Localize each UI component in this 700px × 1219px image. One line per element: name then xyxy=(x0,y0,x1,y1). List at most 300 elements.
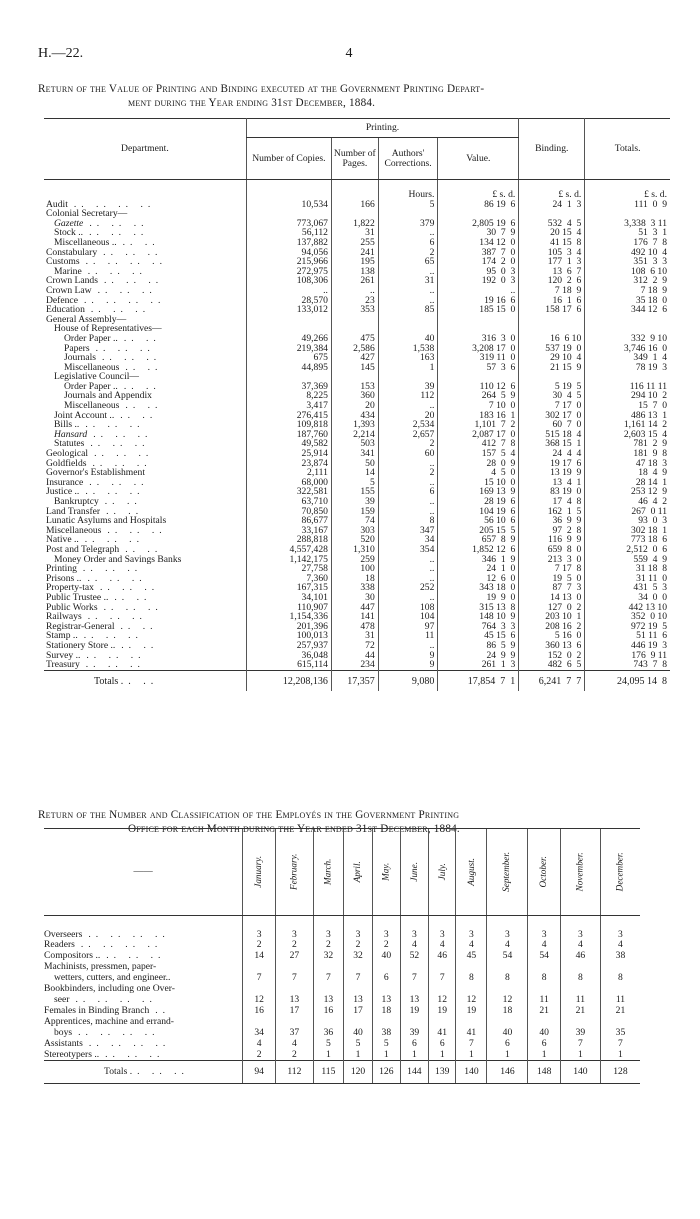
month-count: 3 xyxy=(528,916,560,940)
employee-class-row xyxy=(44,1006,640,1017)
cell-binding: 203 10 1 xyxy=(519,612,585,622)
leader-dots: .. .. .. xyxy=(87,265,147,277)
cell-pages: 5 xyxy=(331,478,378,488)
cell-pages: 341 xyxy=(331,449,378,459)
cell-total: 972 19 5 xyxy=(585,622,670,632)
cell-pages: 338 xyxy=(331,583,378,593)
cell-value: 264 5 9 xyxy=(438,391,519,401)
cell-value: 19 9 0 xyxy=(438,593,519,603)
total-corrections: 9,080 xyxy=(378,670,438,691)
cell-binding: 21 15 9 xyxy=(519,363,585,373)
cell-total: 344 12 6 xyxy=(585,305,670,315)
cell-corrections: 252 xyxy=(378,583,438,593)
cell-copies: 27,758 xyxy=(246,564,331,574)
cell-copies: 56,112 xyxy=(246,228,331,238)
cell-value: 657 8 9 xyxy=(438,535,519,545)
cell-value: 412 7 8 xyxy=(438,439,519,449)
cell-total: 3,746 16 0 xyxy=(585,344,670,354)
department-name: Stamp .. xyxy=(46,630,78,642)
cell-corrections: .. xyxy=(378,641,438,651)
month-count: 11 xyxy=(528,995,560,1006)
department-name: Defence xyxy=(46,294,78,306)
month-count: 16 xyxy=(243,1006,276,1017)
month-label: August. xyxy=(465,858,476,886)
department-name: Miscellaneous xyxy=(64,400,120,412)
leader-dots: .. .. .. xyxy=(107,524,167,536)
cell-corrections: 60 xyxy=(378,449,438,459)
page-header xyxy=(38,46,660,66)
cell-corrections: 6 xyxy=(378,487,438,497)
employee-class-row xyxy=(44,951,640,962)
leader-dots: .. .. xyxy=(123,380,161,392)
month-count: 6 xyxy=(400,1039,428,1050)
cell-pages: 503 xyxy=(331,439,378,449)
cell-value: 19 16 6 xyxy=(438,296,519,306)
month-count: 7 xyxy=(313,973,344,984)
month-count: 1 xyxy=(600,1050,640,1061)
cell-corrections: 97 xyxy=(378,622,438,632)
month-count: 7 xyxy=(276,973,314,984)
cell-binding: 19 17 6 xyxy=(519,459,585,469)
cell-value: 95 0 3 xyxy=(438,267,519,277)
cell-binding: 24 4 4 xyxy=(519,449,585,459)
month-count: 6 xyxy=(429,1039,456,1050)
cell-corrections: .. xyxy=(378,555,438,565)
department-name: Stationery Store .. xyxy=(46,639,116,651)
cell-binding: 97 2 8 xyxy=(519,526,585,536)
cell-total: 78 19 3 xyxy=(585,363,670,373)
cell-corrections: 108 xyxy=(378,603,438,613)
month-count: 8 xyxy=(456,973,487,984)
cell-corrections: .. xyxy=(378,478,438,488)
cell-pages: 44 xyxy=(331,651,378,661)
department-name: Statutes xyxy=(54,438,85,450)
cell-pages: 166 xyxy=(331,200,378,210)
class-label: Assistants xyxy=(44,1038,83,1050)
cell-binding: 14 13 0 xyxy=(519,593,585,603)
cell-total: 108 6 10 xyxy=(585,267,670,277)
cell-copies: 108,306 xyxy=(246,276,331,286)
month-count: 40 xyxy=(372,951,400,962)
month-count: 13 xyxy=(276,995,314,1006)
leader-dots: .. .. .. xyxy=(92,457,152,469)
month-count: 54 xyxy=(528,951,560,962)
department-name: Joint Account .. xyxy=(54,409,115,421)
month-count: 4 xyxy=(600,940,640,951)
month-count: 3 xyxy=(429,916,456,940)
cell-copies: 3,417 xyxy=(246,401,331,411)
cell-binding: 60 7 0 xyxy=(519,420,585,430)
cell-value: 7 10 0 xyxy=(438,401,519,411)
cell-value xyxy=(438,315,519,325)
cell-pages: 141 xyxy=(331,612,378,622)
cell-total: 2,512 0 6 xyxy=(585,545,670,555)
employee-class-row xyxy=(44,962,640,973)
department-name: Crown Lands xyxy=(46,275,98,287)
employee-class-row xyxy=(44,984,640,995)
cell-pages xyxy=(331,315,378,325)
cell-binding: 302 17 0 xyxy=(519,411,585,421)
cell-copies: 25,914 xyxy=(246,449,331,459)
cell-value: 316 3 0 xyxy=(438,334,519,344)
employee-class-row xyxy=(44,1039,640,1050)
cell-pages: .. xyxy=(331,286,378,296)
leader-dots: .. .. xyxy=(121,639,159,651)
month-header xyxy=(276,829,314,916)
month-count: 6 xyxy=(487,1039,528,1050)
month-count: 40 xyxy=(528,1028,560,1039)
unit-value: £ s. d. xyxy=(438,180,519,200)
cell-corrections: 1,538 xyxy=(378,344,438,354)
cell-binding: 41 15 8 xyxy=(519,238,585,248)
month-count: 13 xyxy=(313,995,344,1006)
cell-total: 47 18 3 xyxy=(585,459,670,469)
cell-copies: 10,534 xyxy=(246,200,331,210)
month-count: 2 xyxy=(313,940,344,951)
col-value: Value. xyxy=(438,138,519,180)
cell-pages: 1,310 xyxy=(331,545,378,555)
table1-title-line2: ment during the Year ending 31st December, 1884. xyxy=(128,97,376,109)
cell-pages: 2,586 xyxy=(331,344,378,354)
cell-binding: 127 0 2 xyxy=(519,603,585,613)
cell-corrections: .. xyxy=(378,497,438,507)
employees-table xyxy=(44,828,640,1084)
cell-total: 253 12 9 xyxy=(585,487,670,497)
cell-value: 183 16 1 xyxy=(438,411,519,421)
month-count: 39 xyxy=(400,1028,428,1039)
cell-value: 28 0 9 xyxy=(438,459,519,469)
cell-pages: 434 xyxy=(331,411,378,421)
department-name: Registrar-General xyxy=(46,620,115,632)
cell-copies: 7,360 xyxy=(246,574,331,584)
cell-binding: 152 0 2 xyxy=(519,651,585,661)
department-name: Bankruptcy xyxy=(54,496,99,507)
month-count: 7 xyxy=(400,973,428,984)
leader-dots: .. .. .. .. xyxy=(85,256,167,268)
cell-value: 343 18 0 xyxy=(438,583,519,593)
month-header xyxy=(313,829,344,916)
leader-dots: .. .. .. xyxy=(90,304,151,316)
cell-copies: 70,850 xyxy=(246,507,331,517)
leader-dots: .. .. xyxy=(120,675,159,687)
cell-corrections: .. xyxy=(378,228,438,238)
cell-pages: 447 xyxy=(331,603,378,613)
month-count: 8 xyxy=(487,973,528,984)
cell-corrections: .. xyxy=(378,401,438,411)
month-label: July. xyxy=(436,863,447,881)
month-total: 148 xyxy=(528,1061,560,1084)
month-count: 5 xyxy=(372,1039,400,1050)
month-count: 46 xyxy=(560,951,600,962)
cell-copies: 37,369 xyxy=(246,382,331,392)
total-copies: 12,208,136 xyxy=(246,670,331,691)
cell-pages: 1,393 xyxy=(331,420,378,430)
leader-dots: .. .. .. xyxy=(87,611,147,623)
department-name: Education xyxy=(46,304,85,316)
month-count: 3 xyxy=(560,916,600,940)
cell-copies: 773,067 xyxy=(246,219,331,229)
month-total: 144 xyxy=(400,1061,428,1084)
cell-copies: 322,581 xyxy=(246,487,331,497)
table2-title-line1: Return of the Number and Classification of the Employés in the Government Printing xyxy=(38,809,460,821)
cell-binding: 532 4 5 xyxy=(519,219,585,229)
cell-binding: 16 6 10 xyxy=(519,334,585,344)
department-name: Railways xyxy=(46,611,82,623)
month-label: April. xyxy=(352,861,363,883)
leader-dots: .. .. .. xyxy=(106,950,166,962)
cell-binding: 7 17 0 xyxy=(519,401,585,411)
month-count: 3 xyxy=(487,916,528,940)
leader-dots: .. .. .. xyxy=(129,1066,189,1078)
cell-pages: 520 xyxy=(331,535,378,545)
cell-copies: 276,415 xyxy=(246,411,331,421)
class-label: Females in Binding Branch xyxy=(44,1005,150,1017)
month-count: 36 xyxy=(313,1028,344,1039)
month-label: October. xyxy=(538,856,549,888)
class-label: Compositors .. xyxy=(44,950,101,962)
leader-dots: .. .. xyxy=(125,400,163,412)
cell-corrections: 2 xyxy=(378,248,438,258)
department-name: Prisons .. xyxy=(46,572,82,584)
month-count: 19 xyxy=(429,1006,456,1017)
cell-value: 174 2 0 xyxy=(438,257,519,267)
cell-copies: 68,000 xyxy=(246,478,331,488)
department-name: Miscellaneous xyxy=(64,361,120,373)
col-totals: Totals. xyxy=(585,119,670,180)
cell-pages: 31 xyxy=(331,228,378,238)
cell-pages: 478 xyxy=(331,622,378,632)
department-name: House of Representatives— xyxy=(54,323,162,335)
month-count: 1 xyxy=(560,1050,600,1061)
month-count: 13 xyxy=(372,995,400,1006)
cell-value: 261 1 3 xyxy=(438,660,519,670)
cell-binding: 116 9 9 xyxy=(519,535,585,545)
document-reference: H.—22. xyxy=(38,46,84,61)
col-printing: Printing. xyxy=(246,119,519,138)
leader-dots: .. .. .. xyxy=(103,246,163,258)
cell-total: 51 11 6 xyxy=(585,631,670,641)
department-name: Justice .. xyxy=(46,486,80,498)
cell-binding: 83 19 0 xyxy=(519,487,585,497)
month-count: 4 xyxy=(487,940,528,951)
month-count: 1 xyxy=(429,1050,456,1061)
leader-dots: .. xyxy=(155,1005,171,1017)
department-name: Native .. xyxy=(46,534,79,546)
cell-binding: 208 16 2 xyxy=(519,622,585,632)
cell-binding: 20 15 4 xyxy=(519,228,585,238)
cell-binding: 29 10 4 xyxy=(519,353,585,363)
cell-pages: 360 xyxy=(331,391,378,401)
month-label: September. xyxy=(501,851,512,893)
leader-dots: .. .. xyxy=(106,505,144,517)
cell-total: 1,161 14 2 xyxy=(585,420,670,430)
leader-dots: .. .. .. xyxy=(89,217,149,229)
month-header xyxy=(560,829,600,916)
month-total: 139 xyxy=(429,1061,456,1084)
cell-binding: 158 17 6 xyxy=(519,305,585,315)
cell-corrections: 347 xyxy=(378,526,438,536)
cell-total: 116 11 11 xyxy=(585,382,670,392)
department-name: Colonial Secretary— xyxy=(46,208,128,220)
cell-corrections: 2 xyxy=(378,468,438,478)
cell-copies: 201,396 xyxy=(246,622,331,632)
cell-copies: 33,167 xyxy=(246,526,331,536)
cell-copies: 615,114 xyxy=(246,660,331,670)
leader-dots: .. .. .. xyxy=(86,649,146,661)
cell-pages: 74 xyxy=(331,516,378,526)
col-binding: Binding. xyxy=(519,119,585,180)
month-header xyxy=(344,829,373,916)
cell-value: 45 15 6 xyxy=(438,631,519,641)
month-count: 41 xyxy=(456,1028,487,1039)
cell-copies: 23,874 xyxy=(246,459,331,469)
cell-value: 346 1 9 xyxy=(438,555,519,565)
cell-corrections: .. xyxy=(378,574,438,584)
cell-pages: 195 xyxy=(331,257,378,267)
department-name: Papers xyxy=(64,342,90,354)
month-count: 3 xyxy=(600,916,640,940)
leader-dots: .. .. .. .. xyxy=(83,294,166,306)
month-count: 5 xyxy=(344,1039,373,1050)
cell-binding: 13 4 1 xyxy=(519,478,585,488)
class-label: Overseers xyxy=(44,929,83,940)
cell-corrections: 34 xyxy=(378,535,438,545)
month-count: 4 xyxy=(456,940,487,951)
month-header xyxy=(429,829,456,916)
department-name: Land Transfer xyxy=(46,505,101,517)
month-count: 11 xyxy=(600,995,640,1006)
cell-total: 351 3 3 xyxy=(585,257,670,267)
month-header xyxy=(372,829,400,916)
month-count: 32 xyxy=(313,951,344,962)
cell-value: 24 1 0 xyxy=(438,564,519,574)
cell-corrections: 104 xyxy=(378,612,438,622)
month-count: 54 xyxy=(487,951,528,962)
month-label: March. xyxy=(322,858,333,886)
cell-value: 1,852 12 6 xyxy=(438,545,519,555)
month-count: 4 xyxy=(400,940,428,951)
cell-copies: 8,225 xyxy=(246,391,331,401)
cell-binding: 5 19 5 xyxy=(519,382,585,392)
month-count: 21 xyxy=(560,1006,600,1017)
department-name: Miscellaneous xyxy=(46,524,102,536)
month-total: 140 xyxy=(456,1061,487,1084)
month-label: February. xyxy=(288,853,299,891)
department-name: Printing xyxy=(46,563,77,575)
cell-copies: 110,907 xyxy=(246,603,331,613)
cell-pages: 138 xyxy=(331,267,378,277)
month-count: 2 xyxy=(243,1050,276,1061)
cell-total: 28 14 1 xyxy=(585,478,670,488)
leader-dots: .. .. .. .. xyxy=(88,1038,171,1050)
department-name: Order Paper .. xyxy=(64,332,118,344)
cell-copies: 257,937 xyxy=(246,641,331,651)
month-header xyxy=(528,829,560,916)
department-name: Stock .. xyxy=(54,227,84,239)
cell-pages: 31 xyxy=(331,631,378,641)
month-total: 120 xyxy=(344,1061,373,1084)
month-total: 94 xyxy=(243,1061,276,1084)
cell-value: 24 9 9 xyxy=(438,651,519,661)
department-name: Lunatic Asylums and Hospitals xyxy=(46,515,167,527)
month-count: 12 xyxy=(429,995,456,1006)
cell-corrections: 379 xyxy=(378,219,438,229)
cell-pages: 241 xyxy=(331,248,378,258)
department-name: Legislative Council— xyxy=(54,371,139,383)
cell-value: 86 19 6 xyxy=(438,200,519,210)
leader-dots: .. .. .. .. xyxy=(73,198,156,210)
cell-value: .. xyxy=(438,286,519,296)
unit-binding: £ s. d. xyxy=(519,180,585,200)
leader-dots: .. .. .. xyxy=(89,476,149,488)
cell-binding: 360 13 6 xyxy=(519,641,585,651)
department-name: Marine xyxy=(54,265,82,277)
cell-binding: 87 7 3 xyxy=(519,583,585,593)
cell-copies: 1,142,175 xyxy=(246,555,331,565)
cell-total: 46 4 2 xyxy=(585,497,670,507)
month-count: 45 xyxy=(456,951,487,962)
grand-total: 24,095 14 8 xyxy=(585,670,670,691)
month-count: 7 xyxy=(243,973,276,984)
leader-dots: .. .. .. xyxy=(103,601,163,613)
cell-corrections: 85 xyxy=(378,305,438,315)
cell-total: 176 9 11 xyxy=(585,651,670,661)
cell-corrections: 11 xyxy=(378,631,438,641)
cell-value: 315 13 8 xyxy=(438,603,519,613)
cell-copies: 34,101 xyxy=(246,593,331,603)
month-count: 12 xyxy=(243,995,276,1006)
class-label: Readers xyxy=(44,939,75,951)
leader-dots: .. .. .. xyxy=(95,342,155,354)
employee-class-row xyxy=(44,1017,640,1028)
cell-value: 30 7 9 xyxy=(438,228,519,238)
cell-pages: 18 xyxy=(331,574,378,584)
cell-value: 387 7 0 xyxy=(438,248,519,258)
department-name: Journals and Appendix xyxy=(64,390,152,402)
month-count: 4 xyxy=(429,940,456,951)
cell-corrections: .. xyxy=(378,286,438,296)
department-name: Treasury xyxy=(46,659,80,671)
cell-total: 181 9 8 xyxy=(585,449,670,459)
month-count: 3 xyxy=(313,916,344,940)
cell-copies: 94,056 xyxy=(246,248,331,258)
cell-value: 57 3 6 xyxy=(438,363,519,373)
cell-total: 267 0 11 xyxy=(585,507,670,517)
employee-class-row xyxy=(44,995,640,1006)
month-count: 16 xyxy=(313,1006,344,1017)
cell-corrections xyxy=(378,315,438,325)
cell-total: 176 7 8 xyxy=(585,238,670,248)
cell-total: 31 11 0 xyxy=(585,574,670,584)
employee-class-row xyxy=(44,1028,640,1039)
month-label: November. xyxy=(574,852,585,892)
cell-copies: 133,012 xyxy=(246,305,331,315)
cell-total: 312 2 9 xyxy=(585,276,670,286)
month-count: 41 xyxy=(429,1028,456,1039)
month-count: 14 xyxy=(243,951,276,962)
month-count: 3 xyxy=(276,916,314,940)
leader-dots: .. .. xyxy=(120,620,158,632)
leader-dots: .. .. .. xyxy=(87,572,147,584)
month-count: 1 xyxy=(344,1050,373,1061)
month-count: 34 xyxy=(243,1028,276,1039)
class-label-cont: seer xyxy=(54,994,70,1006)
employee-class-row xyxy=(44,973,640,984)
cell-corrections: .. xyxy=(378,296,438,306)
employee-class-row xyxy=(44,1050,640,1061)
cell-binding: 19 5 0 xyxy=(519,574,585,584)
month-count: 35 xyxy=(600,1028,640,1039)
